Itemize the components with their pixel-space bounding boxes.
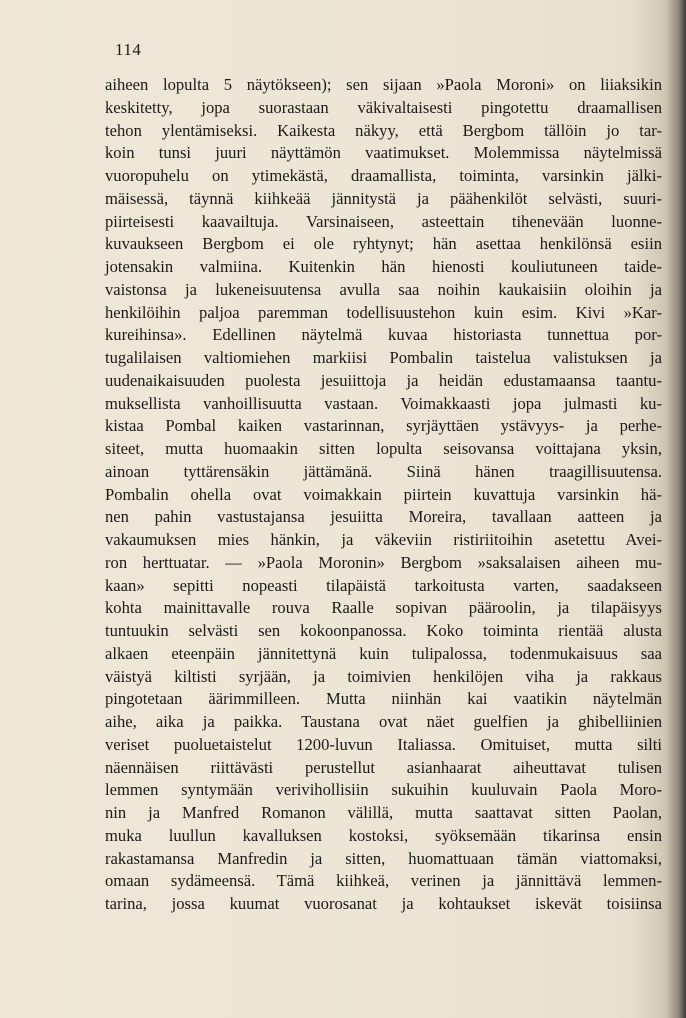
text-line: ron herttuatar. — »Paola Moronin» Bergbom »saksalaisen aiheen mu-	[105, 552, 662, 572]
text-line: rakastamansa Manfredin ja sitten, huomattuaan tämän viattomaksi,	[105, 848, 662, 868]
text-line: uudenaikaisuuden puolesta jesuiittoja ja heidän edustamaansa taantu-	[105, 370, 662, 390]
text-line: näennäisen riittävästi perustellut asianhaarat aiheuttavat tulisen	[105, 757, 662, 777]
text-line: tarina, jossa kuumat vuorosanat ja kohtaukset iskevät toisiinsa	[105, 894, 662, 913]
text-line: nin ja Manfred Romanon välillä, mutta saattavat sitten Paolan,	[105, 803, 662, 822]
text-line: alkaen eteenpäin jännitettynä kuin tulipalossa, todenmukaisuus saa	[105, 643, 662, 663]
page-number: 114	[115, 40, 142, 59]
text-line: lemmen syntymään verivihollisiin sukuihin kuuluvain Paola Moro-	[105, 780, 662, 800]
text-line: piirteisesti kaavailtuja. Varsinaiseen, asteettain tihenevään luonne-	[105, 211, 662, 231]
text-line: aihe, aika ja paikka. Taustana ovat näet guelfien ja ghibelliinien	[105, 712, 662, 731]
text-line: muksellista vanhoillisuutta vastaan. Voimakkaasti jopa julmasti ku-	[105, 393, 662, 413]
text-line: tugalilaisen valtiomiehen markiisi Pombalin taistelua valistuksen ja	[105, 348, 662, 367]
text-line: vakaumuksen mies hänkin, ja väkeviin ristiriitoihin asetettu Avei-	[105, 530, 662, 549]
text-line: vuoropuhelu on ytimekästä, draamallista, toiminta, varsinkin jälki-	[105, 166, 662, 185]
text-line: aiheen lopulta 5 näytökseen); sen sijaan »Paola Moroni» on liiaksikin	[105, 75, 662, 94]
text-line: keskitetty, jopa suorastaan väkivaltaisesti pingotettu draamallisen	[105, 97, 662, 117]
text-line: kuvaukseen Bergbom ei ole ryhtynyt; hän asettaa henkilönsä esiin	[105, 234, 662, 254]
text-line: koin tunsi juuri näyttämön vaatimukset. Molemmissa näytelmissä	[105, 143, 662, 163]
text-line: kistaa Pombal kaiken vastarinnan, syrjäyttäen ystävyys- ja perhe-	[105, 416, 662, 436]
text-line: tuntuukin selvästi sen kokoonpanossa. Koko toiminta rientää alusta	[105, 621, 662, 640]
text-line: kaan» sepitti nopeasti tilapäistä tarkoitusta varten, saadakseen	[105, 575, 662, 595]
text-line: Pombalin ohella ovat voimakkain piirtein kuvattuja varsinkin hä-	[105, 484, 662, 504]
text-line: väistyä kiltisti syrjään, ja toimivien henkilöjen viha ja rakkaus	[105, 666, 662, 686]
body-text	[105, 74, 662, 916]
text-line: veriset puoluetaistelut 1200-luvun Italiassa. Omituiset, mutta silti	[105, 734, 662, 754]
text-line: pingotetaan äärimmilleen. Mutta niinhän kai vaatikin näytelmän	[105, 689, 662, 709]
text-line: henkilöihin paljoa paremman todellisuustehon kuin esim. Kivi »Kar-	[105, 302, 662, 322]
text-line: omaan sydämeensä. Tämä kiihkeä, verinen ja jännittävä lemmen-	[105, 871, 662, 891]
text-line: vaistonsa ja lukeneisuutensa avulla saa noihin kaukaisiin oloihin ja	[105, 279, 662, 299]
text-line: jotensakin valmiina. Kuitenkin hän hienosti kouliutuneen taide-	[105, 257, 662, 276]
text-line: muka luullun kavalluksen kostoksi, syöksemään tikarinsa ensin	[105, 825, 662, 845]
text-line: mäisessä, täynnä kiihkeää jännitystä ja päähenkilöt selvästi, suuri-	[105, 188, 662, 208]
text-line: siteet, mutta huomaakin sitten lopulta seisovansa voittajana yksin,	[105, 439, 662, 458]
text-line: ainoan tyttärensäkin jättämänä. Siinä hänen traagillisuutensa.	[105, 461, 662, 481]
text-line: nen pahin vastustajansa jesuiitta Moreira, tavallaan aatteen ja	[105, 507, 662, 527]
text-line: kohta mainittavalle rouva Raalle sopivan pääroolin, ja tilapäisyys	[105, 598, 662, 618]
text-line: tehon ylentämiseksi. Kaikesta näkyy, että Bergbom tällöin jo tar-	[105, 120, 662, 140]
text-line: kureihinsa». Edellinen näytelmä kuvaa historiasta tunnettua por-	[105, 325, 662, 345]
